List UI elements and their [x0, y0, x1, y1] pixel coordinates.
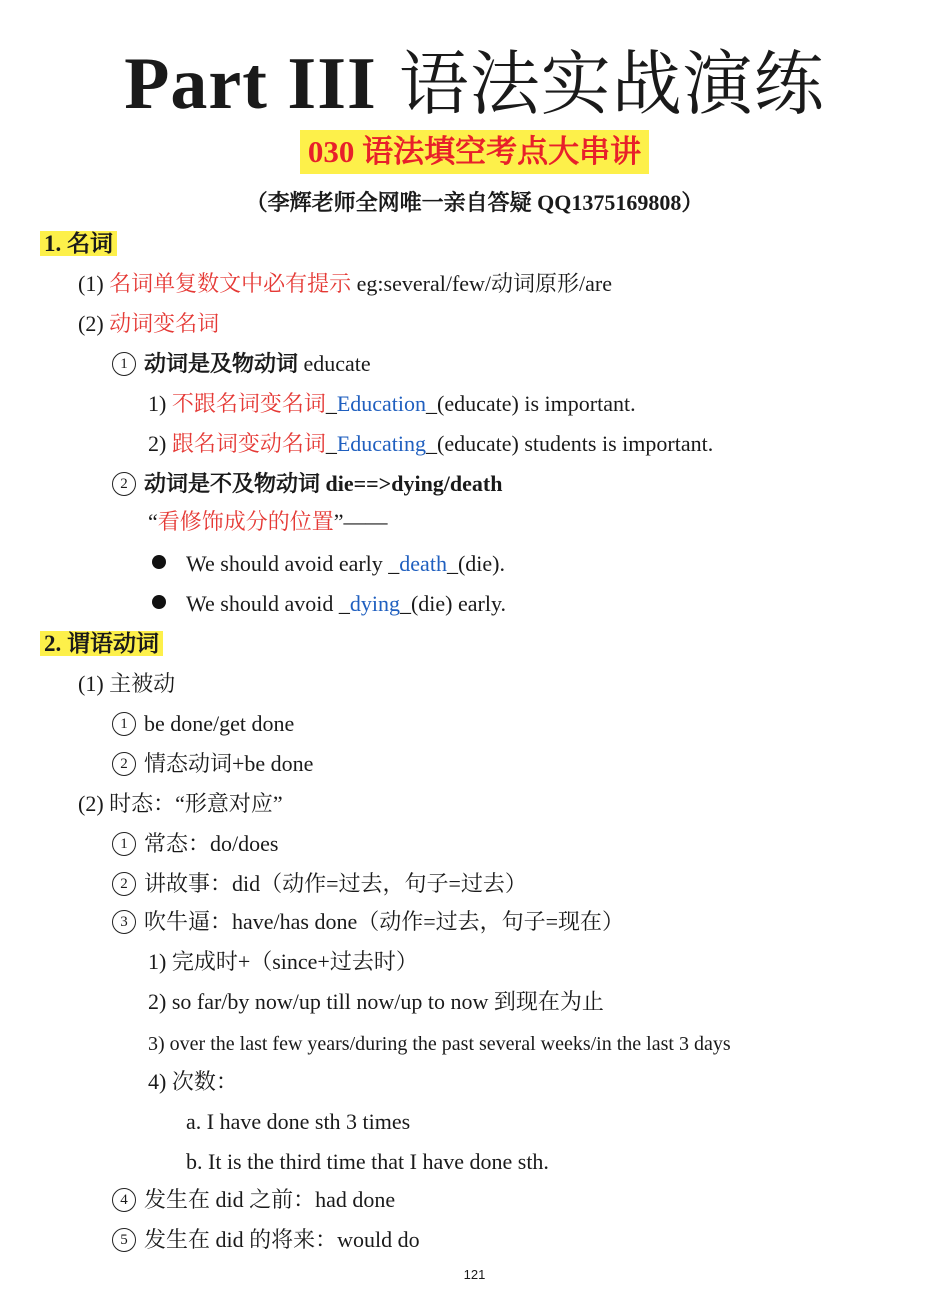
subpoint-modal-passive [112, 746, 313, 782]
title-en: Part III [124, 43, 377, 125]
point-tense: (2) 时态：“形意对应” [78, 791, 283, 816]
red-text: 看修饰成分的位置 [157, 509, 334, 534]
quote-close: ”—— [333, 509, 388, 534]
answer-text: Educating [336, 431, 427, 456]
tense-future-in-past [112, 1222, 420, 1258]
circled-number: 4 [112, 1188, 136, 1212]
point-text: _(educate) is important. [426, 391, 636, 416]
example-education [148, 386, 636, 422]
bullet-example-death [152, 546, 505, 582]
point-number: (2) [78, 311, 110, 336]
point-noun-plural [78, 266, 612, 302]
circled-number: 2 [112, 472, 136, 496]
point-number: (1) [78, 271, 110, 296]
point-text: eg:several/few/动词原形/are [351, 271, 613, 296]
point-text: 发生在 did 的将来：would do [144, 1227, 420, 1252]
subpoint-intransitive [112, 466, 502, 502]
blank-mark: _ [325, 391, 337, 416]
bullet-icon [152, 555, 166, 569]
bold-text: 动词是及物动词 [144, 351, 299, 376]
page-number: 121 [463, 1267, 486, 1282]
perfect-times-a: a. I have done sth 3 times [186, 1109, 411, 1134]
perfect-since: 1) 完成时+（since+过去时） [148, 949, 418, 974]
red-text: 跟名词变动名词 [171, 431, 326, 456]
circled-number: 2 [112, 752, 136, 776]
red-text: 名词单复数文中必有提示 [109, 271, 352, 296]
qq-note: （李辉老师全网唯一亲自答疑 QQ1375169808） [245, 190, 704, 215]
point-text: _(educate) students is important. [426, 431, 714, 456]
point-text: _(die). [446, 551, 505, 576]
title-zh: 语法实战演练 [398, 43, 825, 125]
circled-number: 5 [112, 1228, 136, 1252]
section-heading-nouns [40, 226, 117, 262]
tense-present-perfect [112, 904, 624, 940]
red-text: 不跟名词变名词 [171, 391, 326, 416]
bullet-icon [152, 595, 166, 609]
answer-text: death [399, 551, 447, 576]
point-verb-to-noun [78, 306, 219, 342]
point-text: 常态：do/does [144, 831, 279, 856]
item-number: 1) [148, 391, 172, 416]
point-text: 吹牛逼：have/has done（动作=过去，句子=现在） [144, 909, 625, 934]
example-educating [148, 426, 713, 462]
circled-number: 1 [112, 712, 136, 736]
section-heading-text: 1. 名词 [40, 231, 117, 256]
bold-text: 动词是不及物动词 die==>dying/death [144, 471, 503, 496]
circled-number: 1 [112, 832, 136, 856]
position-quote [148, 504, 388, 540]
tense-present [112, 826, 278, 862]
answer-text: Education [336, 391, 427, 416]
subtitle [0, 130, 949, 174]
point-text: 讲故事：did（动作=过去，句子=过去） [144, 871, 527, 896]
subpoint-be-done [112, 706, 294, 742]
point-text: _(die) early. [399, 591, 507, 616]
point-text: be done/get done [144, 711, 295, 736]
subtitle-text: 030 语法填空考点大串讲 [300, 130, 649, 174]
circled-number: 3 [112, 910, 136, 934]
perfect-so-far: 2) so far/by now/up till now/up to now 到现在为止 [148, 989, 604, 1014]
perfect-times: 4) 次数： [148, 1069, 238, 1094]
point-text: 发生在 did 之前：had done [144, 1187, 396, 1212]
section-heading-predicate [40, 626, 163, 662]
point-voice: (1) 主被动 [78, 671, 176, 696]
point-text: educate [298, 351, 371, 376]
point-text: We should avoid _ [186, 591, 350, 616]
section-heading-text: 2. 谓语动词 [40, 631, 163, 656]
point-text: 情态动词+be done [144, 751, 314, 776]
tense-past-perfect [112, 1182, 395, 1218]
red-text: 动词变名词 [109, 311, 220, 336]
circled-number: 2 [112, 872, 136, 896]
answer-text: dying [349, 591, 400, 616]
perfect-times-b: b. It is the third time that I have done sth. [186, 1149, 549, 1174]
point-text: We should avoid early _ [186, 551, 400, 576]
quote-open: “ [148, 509, 158, 534]
item-number: 2) [148, 431, 172, 456]
page-title [0, 36, 949, 132]
subpoint-transitive [112, 346, 371, 382]
bullet-example-dying [152, 586, 506, 622]
circled-number: 1 [112, 352, 136, 376]
tense-past [112, 866, 527, 902]
blank-mark: _ [325, 431, 337, 456]
perfect-time-span: 3) over the last few years/during the past several weeks/in the last 3 days [148, 1033, 731, 1055]
